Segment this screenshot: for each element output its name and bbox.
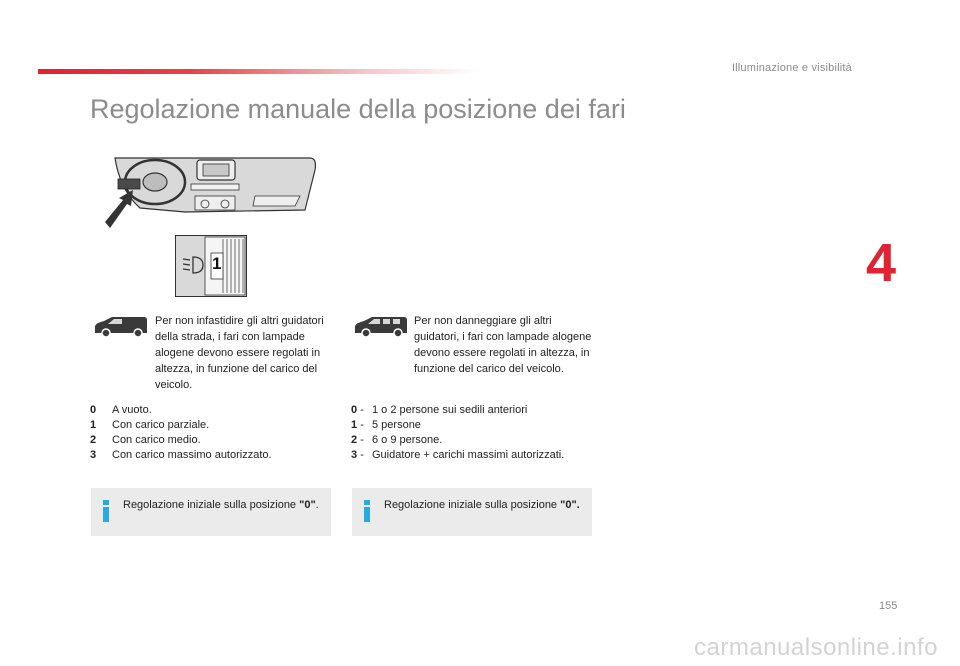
info-icon [101, 500, 111, 522]
van-icon [92, 315, 150, 339]
right-info-box [352, 488, 592, 536]
left-info-box [91, 488, 331, 536]
info-text: Regolazione iniziale sulla posizione "0". [123, 499, 319, 511]
chapter-number: 4 [866, 233, 897, 293]
info-text: Regolazione iniziale sulla posizione "0". [384, 499, 580, 511]
legend-item: 3 - Guidatore + carichi massimi autorizzati. [351, 449, 565, 461]
minibus-icon [352, 315, 410, 339]
legend-item: 0 A vuoto. [90, 404, 152, 416]
thumbwheel-illustration [175, 235, 247, 297]
right-note: Per non danneggiare gli altri guidatori, i fari con lampade alogene devono essere regolati in altezza, in funzione del carico del veicolo. [414, 315, 592, 375]
dashboard-illustration [105, 150, 320, 232]
right-passenger-legend [351, 403, 564, 463]
legend-item: 1 - 5 persone [351, 419, 421, 431]
legend-item: 2 - 6 o 9 persone. [351, 434, 443, 446]
legend-item: 3 Con carico massimo autorizzato. [90, 449, 272, 461]
header-accent-bar [38, 69, 478, 74]
watermark: carmanualsonline.info [694, 634, 938, 661]
legend-item: 0 - 1 o 2 persone sui sedili anteriori [351, 404, 528, 416]
thumbwheel-value: 1 [212, 254, 222, 273]
left-load-legend [90, 403, 272, 463]
legend-item: 2 Con carico medio. [90, 434, 201, 446]
left-note: Per non infastidire gli altri guidatori della strada, i fari con lampade alogene devono essere regolati in altezza, in funzione del carico del veicolo. [155, 315, 324, 391]
legend-item: 1 Con carico parziale. [90, 419, 210, 431]
section-title: Illuminazione e visibilità [731, 62, 852, 74]
page-number: 155 [879, 600, 898, 612]
page-title: Regolazione manuale della posizione dei fari [90, 94, 626, 124]
info-icon [362, 500, 372, 522]
